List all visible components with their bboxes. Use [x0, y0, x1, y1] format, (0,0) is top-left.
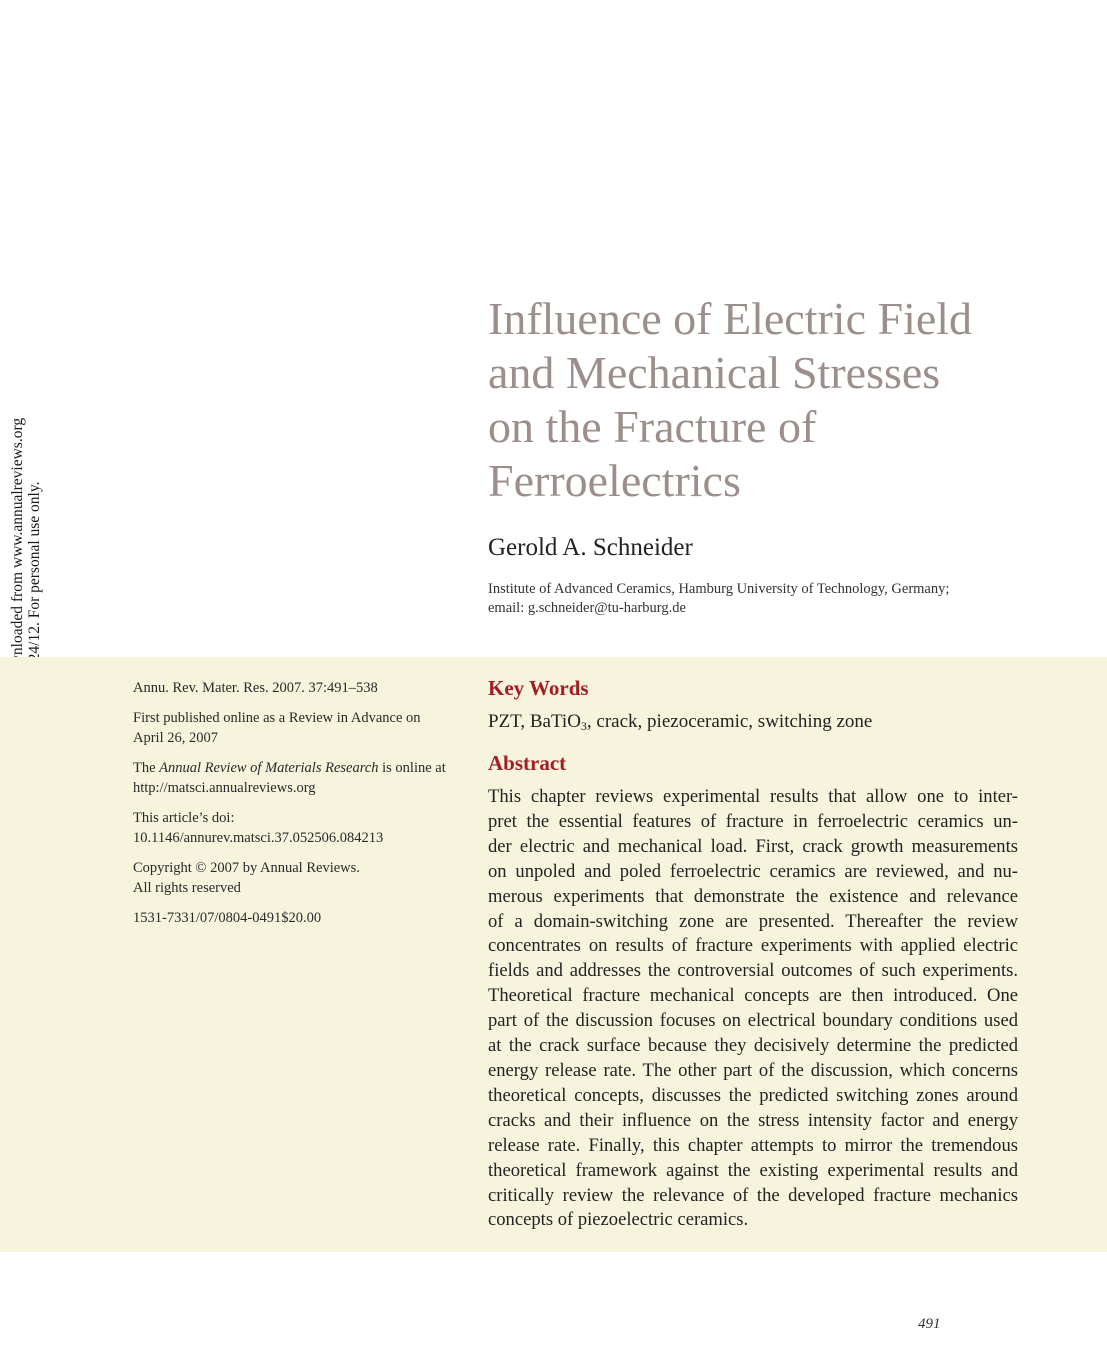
issn: 1531-7331/07/0804-0491$20.00 — [133, 910, 322, 926]
keywords-subscript: 3 — [580, 719, 587, 733]
title-line: Ferroelectrics — [488, 455, 741, 506]
affiliation-line: Institute of Advanced Ceramics, Hamburg University of Technology, Germany; — [488, 581, 950, 597]
online-prefix: The — [133, 760, 160, 776]
abstract-line: fields and addresses the controversial outcomes of such experiments. — [488, 960, 1018, 982]
copyright-block — [133, 858, 463, 898]
keywords-list — [488, 711, 872, 734]
abstract-line: release rate. Finally, this chapter attempts to mirror the tremendous — [488, 1134, 1018, 1156]
abstract-line: theoretical framework against the existing experimental results and — [488, 1159, 1018, 1181]
rights-line: All rights reserved — [133, 880, 241, 896]
affiliation-line: email: g.schneider@tu-harburg.de — [488, 600, 686, 616]
abstract-text — [488, 785, 1018, 1233]
keywords-text-rest: , crack, piezoceramic, switching zone — [586, 711, 873, 732]
abstract-line: theoretical concepts, discusses the predicted switching zones around — [488, 1084, 1018, 1106]
abstract-line: energy release rate. The other part of the discussion, which concerns — [488, 1059, 1018, 1081]
keywords-text: PZT, BaTiO — [488, 711, 581, 732]
online-note-line — [133, 758, 463, 778]
abstract-line: on unpoled and poled ferroelectric ceramics are reviewed, and nu- — [488, 860, 1018, 882]
abstract-line: merous experiments that demonstrate the existence and relevance — [488, 885, 1018, 907]
online-suffix: is online at — [378, 760, 446, 776]
abstract-line: part of the discussion focuses on electrical boundary conditions used — [488, 1010, 1018, 1032]
doi-value[interactable]: 10.1146/annurev.matsci.37.052506.084213 — [133, 830, 384, 846]
article-metadata — [133, 678, 463, 938]
page-number: 491 — [918, 1316, 941, 1332]
online-note — [133, 758, 463, 798]
article-title — [488, 292, 1048, 508]
author-affiliation — [488, 580, 1028, 618]
abstract-line: concentrates on results of fracture experiments with applied electric — [488, 935, 1018, 957]
abstract-line: of a domain-switching zone are presented. Thereafter the review — [488, 910, 1018, 932]
abstract-line: Theoretical fracture mechanical concepts are then introduced. One — [488, 985, 1018, 1007]
doi-label: This article’s doi: — [133, 810, 235, 826]
citation: Annu. Rev. Mater. Res. 2007. 37:491–538 — [133, 680, 378, 696]
title-line: and Mechanical Stresses — [488, 347, 941, 398]
publication-note-line: First published online as a Review in Advance on — [133, 710, 421, 726]
abstract-line: This chapter reviews experimental results that allow one to inter- — [488, 786, 1018, 807]
abstract-line: pret the essential features of fracture in ferroelectric ceramics un- — [488, 810, 1018, 832]
author-name: Gerold A. Schneider — [488, 534, 693, 561]
abstract-line: critically review the relevance of the developed fracture mechanics — [488, 1184, 1018, 1206]
abstract-line: concepts of piezoelectric ceramics. — [488, 1209, 749, 1231]
copyright-line: Copyright © 2007 by Annual Reviews. — [133, 860, 360, 876]
publication-date: April 26, 2007 — [133, 730, 218, 746]
journal-name: Annual Review of Materials Research — [159, 760, 379, 776]
abstract-line: der electric and mechanical load. First, crack growth measurements — [488, 835, 1018, 857]
journal-url[interactable]: http://matsci.annualreviews.org — [133, 780, 316, 796]
title-line: Influence of Electric Field — [488, 293, 973, 344]
doi-block — [133, 808, 463, 848]
abstract-line: cracks and their influence on the stress intensity factor and energy — [488, 1109, 1018, 1131]
publication-note — [133, 708, 463, 748]
abstract-heading: Abstract — [488, 751, 567, 775]
keywords-heading: Key Words — [488, 676, 589, 700]
title-line: on the Fracture of — [488, 401, 817, 452]
abstract-line: at the crack surface because they decisively determine the predicted — [488, 1035, 1018, 1057]
